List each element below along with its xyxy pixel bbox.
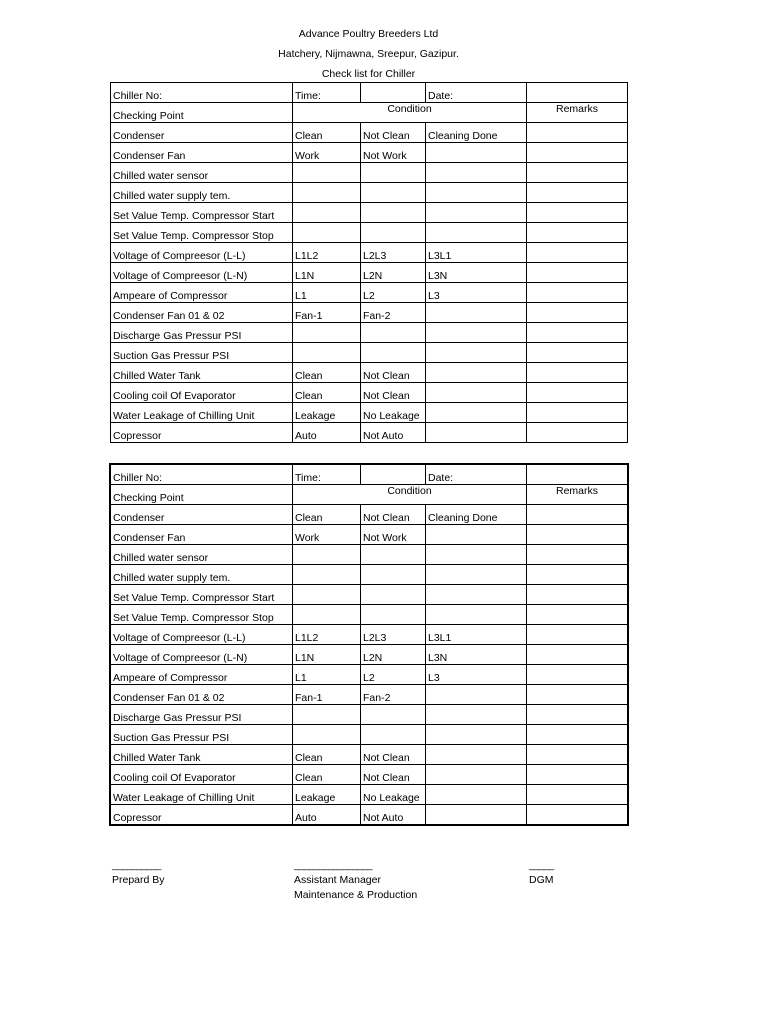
remarks-cell	[527, 423, 628, 443]
checking-point-cell: Copressor	[111, 423, 293, 443]
condition-option-1: Fan-1	[293, 303, 361, 323]
time-label: Time:	[293, 465, 361, 485]
table-row	[111, 505, 628, 525]
condition-option-3: Cleaning Done	[426, 505, 527, 525]
remarks-cell	[527, 363, 628, 383]
table-row	[111, 525, 628, 545]
table-row	[111, 705, 628, 725]
remarks-cell	[527, 685, 628, 705]
table-row	[111, 605, 628, 625]
checking-point-cell: Chilled Water Tank	[111, 745, 293, 765]
condition-option-2: L2N	[361, 645, 426, 665]
condition-header: Condition	[293, 485, 527, 505]
condition-option-1	[293, 545, 361, 565]
remarks-cell	[527, 665, 628, 685]
remarks-cell	[527, 223, 628, 243]
remarks-cell	[527, 303, 628, 323]
condition-option-3	[426, 323, 527, 343]
chiller-no-label: Chiller No:	[111, 465, 293, 485]
condition-option-3	[426, 343, 527, 363]
condition-option-1	[293, 605, 361, 625]
condition-option-2: Fan-2	[361, 685, 426, 705]
remarks-cell	[527, 785, 628, 805]
table-row	[111, 585, 628, 605]
remarks-cell	[527, 505, 628, 525]
table-row	[111, 625, 628, 645]
condition-option-2: Not Work	[361, 143, 426, 163]
checking-point-header: Checking Point	[111, 103, 293, 123]
table-row	[111, 745, 628, 765]
condition-option-2: Not Clean	[361, 505, 426, 525]
signature-subtitle: Maintenance & Production	[294, 889, 418, 901]
condition-option-1: Auto	[293, 805, 361, 825]
condition-option-2	[361, 705, 426, 725]
condition-option-3: L3L1	[426, 243, 527, 263]
condition-option-3: L3N	[426, 263, 527, 283]
condition-option-3	[426, 203, 527, 223]
remarks-cell	[527, 163, 628, 183]
condition-option-1	[293, 585, 361, 605]
condition-option-1	[293, 203, 361, 223]
condition-option-1: Fan-1	[293, 685, 361, 705]
table-row	[111, 565, 628, 585]
signature-assistant-manager	[294, 858, 417, 903]
condition-option-3: L3N	[426, 645, 527, 665]
checking-point-cell: Ampeare of Compressor	[111, 283, 293, 303]
remarks-cell	[527, 765, 628, 785]
checking-point-cell: Chilled water supply tem.	[111, 565, 293, 585]
condition-option-2	[361, 585, 426, 605]
condition-option-1	[293, 223, 361, 243]
condition-option-3	[426, 223, 527, 243]
condition-option-3	[426, 163, 527, 183]
condition-option-3	[426, 403, 527, 423]
remarks-cell	[527, 525, 628, 545]
checking-point-cell: Discharge Gas Pressur PSI	[111, 323, 293, 343]
condition-option-2: L2N	[361, 263, 426, 283]
remarks-cell	[527, 645, 628, 665]
table-row	[111, 805, 628, 825]
remarks-header: Remarks	[527, 485, 628, 505]
remarks-cell	[527, 545, 628, 565]
checking-point-cell: Set Value Temp. Compressor Start	[111, 585, 293, 605]
checking-point-cell: Voltage of Compreesor (L-L)	[111, 243, 293, 263]
condition-option-2	[361, 343, 426, 363]
checking-point-cell: Condenser Fan	[111, 525, 293, 545]
signature-prepared-by	[112, 858, 165, 888]
remarks-cell	[527, 263, 628, 283]
condition-option-3: L3	[426, 283, 527, 303]
remarks-cell	[527, 565, 628, 585]
table-row	[111, 163, 628, 183]
table-row	[111, 645, 628, 665]
condition-option-2: No Leakage	[361, 785, 426, 805]
condition-option-1	[293, 343, 361, 363]
checklist-table-1	[110, 82, 628, 443]
condition-option-2: Not Clean	[361, 383, 426, 403]
checking-point-header: Checking Point	[111, 485, 293, 505]
condition-option-2	[361, 725, 426, 745]
remarks-cell	[527, 725, 628, 745]
checking-point-cell: Chilled water sensor	[111, 545, 293, 565]
condition-option-2: Not Work	[361, 525, 426, 545]
date-value-cell	[527, 83, 628, 103]
condition-option-1: L1	[293, 665, 361, 685]
condition-option-1: Work	[293, 143, 361, 163]
condition-option-2	[361, 183, 426, 203]
condition-option-2: Not Clean	[361, 745, 426, 765]
condition-option-3: L3L1	[426, 625, 527, 645]
remarks-cell	[527, 123, 628, 143]
checking-point-cell: Condenser Fan 01 & 02	[111, 685, 293, 705]
condition-option-3	[426, 183, 527, 203]
condition-option-2	[361, 565, 426, 585]
checking-point-cell: Condenser	[111, 123, 293, 143]
condition-option-1	[293, 183, 361, 203]
condition-option-3	[426, 565, 527, 585]
checking-point-cell: Cooling coil Of Evaporator	[111, 383, 293, 403]
table-row	[111, 283, 628, 303]
date-value-cell	[527, 465, 628, 485]
signature-line: _____	[529, 859, 554, 871]
checking-point-cell: Condenser Fan	[111, 143, 293, 163]
condition-option-3: Cleaning Done	[426, 123, 527, 143]
condition-option-3	[426, 605, 527, 625]
checking-point-cell: Water Leakage of Chilling Unit	[111, 403, 293, 423]
condition-option-3	[426, 585, 527, 605]
table-row	[111, 303, 628, 323]
checking-point-cell: Cooling coil Of Evaporator	[111, 765, 293, 785]
company-name: Advance Poultry Breeders Ltd	[298, 28, 439, 40]
table-row	[111, 725, 628, 745]
chiller-info-row	[111, 83, 628, 103]
condition-option-3	[426, 303, 527, 323]
condition-option-2: No Leakage	[361, 403, 426, 423]
condition-option-1: Clean	[293, 765, 361, 785]
checking-point-cell: Copressor	[111, 805, 293, 825]
table-row	[111, 383, 628, 403]
condition-option-2	[361, 545, 426, 565]
signature-dgm	[529, 858, 554, 888]
condition-option-1: L1N	[293, 645, 361, 665]
date-label: Date:	[426, 83, 527, 103]
remarks-cell	[527, 323, 628, 343]
remarks-cell	[527, 625, 628, 645]
checking-point-cell: Water Leakage of Chilling Unit	[111, 785, 293, 805]
time-value-cell	[361, 465, 426, 485]
condition-option-3	[426, 423, 527, 443]
condition-option-3	[426, 143, 527, 163]
condition-header: Condition	[293, 103, 527, 123]
signature-title: Assistant Manager	[294, 874, 381, 886]
remarks-cell	[527, 343, 628, 363]
table-row	[111, 263, 628, 283]
table-row	[111, 203, 628, 223]
remarks-cell	[527, 605, 628, 625]
condition-option-3	[426, 685, 527, 705]
checking-point-cell: Voltage of Compreesor (L-L)	[111, 625, 293, 645]
checking-point-cell: Set Value Temp. Compressor Stop	[111, 223, 293, 243]
condition-option-2: L2	[361, 283, 426, 303]
checking-point-cell: Voltage of Compreesor (L-N)	[111, 645, 293, 665]
checking-point-cell: Set Value Temp. Compressor Start	[111, 203, 293, 223]
table-row	[111, 545, 628, 565]
remarks-cell	[527, 403, 628, 423]
remarks-cell	[527, 585, 628, 605]
condition-option-1: Work	[293, 525, 361, 545]
condition-option-1	[293, 565, 361, 585]
table-row	[111, 123, 628, 143]
condition-option-3	[426, 363, 527, 383]
chiller-info-row	[111, 465, 628, 485]
condition-option-3	[426, 785, 527, 805]
table-row	[111, 403, 628, 423]
remarks-cell	[527, 243, 628, 263]
signature-line: ________________	[294, 859, 372, 871]
remarks-cell	[527, 745, 628, 765]
condition-option-1: Clean	[293, 363, 361, 383]
time-label: Time:	[293, 83, 361, 103]
condition-option-1: L1L2	[293, 625, 361, 645]
remarks-cell	[527, 705, 628, 725]
document-title: Check list for Chiller	[321, 68, 416, 80]
signature-title: Prepard By	[112, 874, 165, 886]
condition-option-1: L1N	[293, 263, 361, 283]
remarks-cell	[527, 383, 628, 403]
chiller-no-label: Chiller No:	[111, 83, 293, 103]
checking-point-cell: Chilled water supply tem.	[111, 183, 293, 203]
remarks-header: Remarks	[527, 103, 628, 123]
table-row	[111, 223, 628, 243]
condition-option-3	[426, 805, 527, 825]
checking-point-cell: Condenser Fan 01 & 02	[111, 303, 293, 323]
checking-point-cell: Chilled water sensor	[111, 163, 293, 183]
checking-point-cell: Suction Gas Pressur PSI	[111, 343, 293, 363]
table-row	[111, 765, 628, 785]
condition-option-2	[361, 163, 426, 183]
table-row	[111, 243, 628, 263]
remarks-cell	[527, 183, 628, 203]
condition-option-1: Clean	[293, 123, 361, 143]
condition-option-2: Not Auto	[361, 805, 426, 825]
condition-option-1: Leakage	[293, 785, 361, 805]
company-address: Hatchery, Nijmawna, Sreepur, Gazipur.	[278, 48, 459, 60]
remarks-cell	[527, 143, 628, 163]
remarks-cell	[527, 283, 628, 303]
condition-option-1: Leakage	[293, 403, 361, 423]
condition-option-1: L1L2	[293, 243, 361, 263]
date-label: Date:	[426, 465, 527, 485]
condition-option-1: Auto	[293, 423, 361, 443]
column-header-row	[111, 485, 628, 505]
column-header-row	[111, 103, 628, 123]
condition-option-1	[293, 163, 361, 183]
condition-option-2: L2	[361, 665, 426, 685]
remarks-cell	[527, 203, 628, 223]
condition-option-3	[426, 705, 527, 725]
condition-option-2	[361, 323, 426, 343]
checklist-table-2	[110, 464, 628, 825]
checking-point-cell: Ampeare of Compressor	[111, 665, 293, 685]
condition-option-1: L1	[293, 283, 361, 303]
condition-option-1: Clean	[293, 383, 361, 403]
condition-option-1: Clean	[293, 745, 361, 765]
condition-option-1	[293, 725, 361, 745]
remarks-cell	[527, 805, 628, 825]
condition-option-3	[426, 545, 527, 565]
checking-point-cell: Chilled Water Tank	[111, 363, 293, 383]
table-row	[111, 665, 628, 685]
condition-option-2: Fan-2	[361, 303, 426, 323]
checking-point-cell: Condenser	[111, 505, 293, 525]
condition-option-1: Clean	[293, 505, 361, 525]
table-row	[111, 423, 628, 443]
condition-option-3	[426, 725, 527, 745]
table-row	[111, 323, 628, 343]
condition-option-2: Not Clean	[361, 123, 426, 143]
table-row	[111, 363, 628, 383]
condition-option-2	[361, 203, 426, 223]
signature-title: DGM	[529, 874, 554, 886]
condition-option-3	[426, 383, 527, 403]
condition-option-2: L2L3	[361, 625, 426, 645]
condition-option-2	[361, 223, 426, 243]
table-row	[111, 143, 628, 163]
checking-point-cell: Set Value Temp. Compressor Stop	[111, 605, 293, 625]
condition-option-2: Not Auto	[361, 423, 426, 443]
condition-option-2: Not Clean	[361, 765, 426, 785]
condition-option-3: L3	[426, 665, 527, 685]
table-row	[111, 785, 628, 805]
condition-option-3	[426, 765, 527, 785]
checking-point-cell: Suction Gas Pressur PSI	[111, 725, 293, 745]
checking-point-cell: Voltage of Compreesor (L-N)	[111, 263, 293, 283]
condition-option-1	[293, 705, 361, 725]
condition-option-2: L2L3	[361, 243, 426, 263]
signature-line: __________	[112, 859, 161, 871]
checking-point-cell: Discharge Gas Pressur PSI	[111, 705, 293, 725]
table-row	[111, 183, 628, 203]
condition-option-1	[293, 323, 361, 343]
condition-option-2	[361, 605, 426, 625]
table-row	[111, 343, 628, 363]
condition-option-3	[426, 745, 527, 765]
table-row	[111, 685, 628, 705]
time-value-cell	[361, 83, 426, 103]
condition-option-3	[426, 525, 527, 545]
condition-option-2: Not Clean	[361, 363, 426, 383]
